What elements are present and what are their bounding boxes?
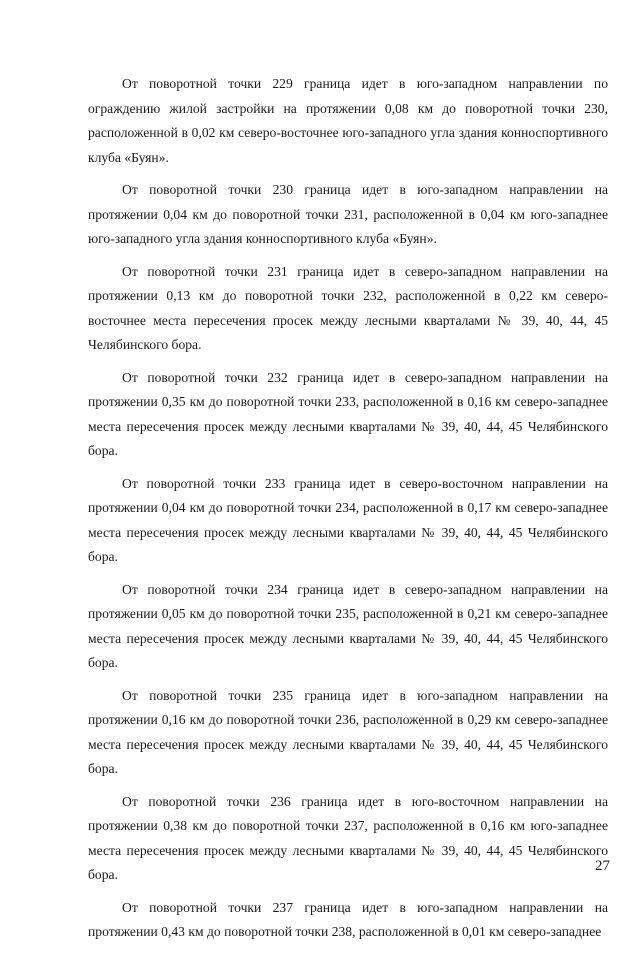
paragraph-point-234: От поворотной точки 234 граница идет в северо-западном направлении на протяжении 0,05 км до поворотной точки 235, расположенной в 0,21 км северо-западнее места пересечения просек между лесными кварталами № 39, 40, 44, 45 Челябинского бора. <box>88 581 608 670</box>
paragraph-point-230: От поворотной точки 230 граница идет в юго-западном направлении на протяжении 0,04 км до поворотной точки 231, расположенной в 0,04 км юго-западнее юго-западного угла здания конноспортивного клуба «Буян». <box>88 182 608 246</box>
page-number: 27 <box>595 858 610 874</box>
document-page <box>88 72 608 953</box>
paragraph-point-233: От поворотной точки 233 граница идет в северо-восточном направлении на протяжении 0,04 км до поворотной точки 234, расположенной в 0,17 км северо-западнее места пересечения просек между лесными кварталами № 39, 40, 44, 45 Челябинского бора. <box>88 475 608 564</box>
paragraph-point-229: От поворотной точки 229 граница идет в юго-западном направлении по ограждению жилой застройки на протяжении 0,08 км до поворотной точки 230, расположенной в 0,02 км северо-восточнее юго-западного угла здания конноспортивного клуба «Буян». <box>88 76 608 165</box>
paragraph-point-232: От поворотной точки 232 граница идет в северо-западном направлении на протяжении 0,35 км до поворотной точки 233, расположенной в 0,16 км северо-западнее места пересечения просек между лесными кварталами № 39, 40, 44, 45 Челябинского бора. <box>88 369 608 458</box>
paragraph-point-235: От поворотной точки 235 граница идет в юго-западном направлении на протяжении 0,16 км до поворотной точки 236, расположенной в 0,29 км северо-западнее места пересечения просек между лесными кварталами № 39, 40, 44, 45 Челябинского бора. <box>88 687 608 776</box>
paragraph-point-236: От поворотной точки 236 граница идет в юго-восточном направлении на протяжении 0,38 км до поворотной точки 237, расположенной в 0,16 км юго-западнее места пересечения просек между лесными кварталами № 39, 40, 44, 45 Челябинского бора. <box>88 793 608 882</box>
paragraph-point-231: От поворотной точки 231 граница идет в северо-западном направлении на протяжении 0,13 км до поворотной точки 232, расположенной в 0,22 км северо-восточнее места пересечения просек между лесными кварталами № 39, 40, 44, 45 Челябинского бора. <box>88 263 608 352</box>
paragraph-point-237: От поворотной точки 237 граница идет в юго-западном направлении на протяжении 0,43 км до поворотной точки 238, расположенной в 0,01 км северо-западнее <box>88 899 608 939</box>
